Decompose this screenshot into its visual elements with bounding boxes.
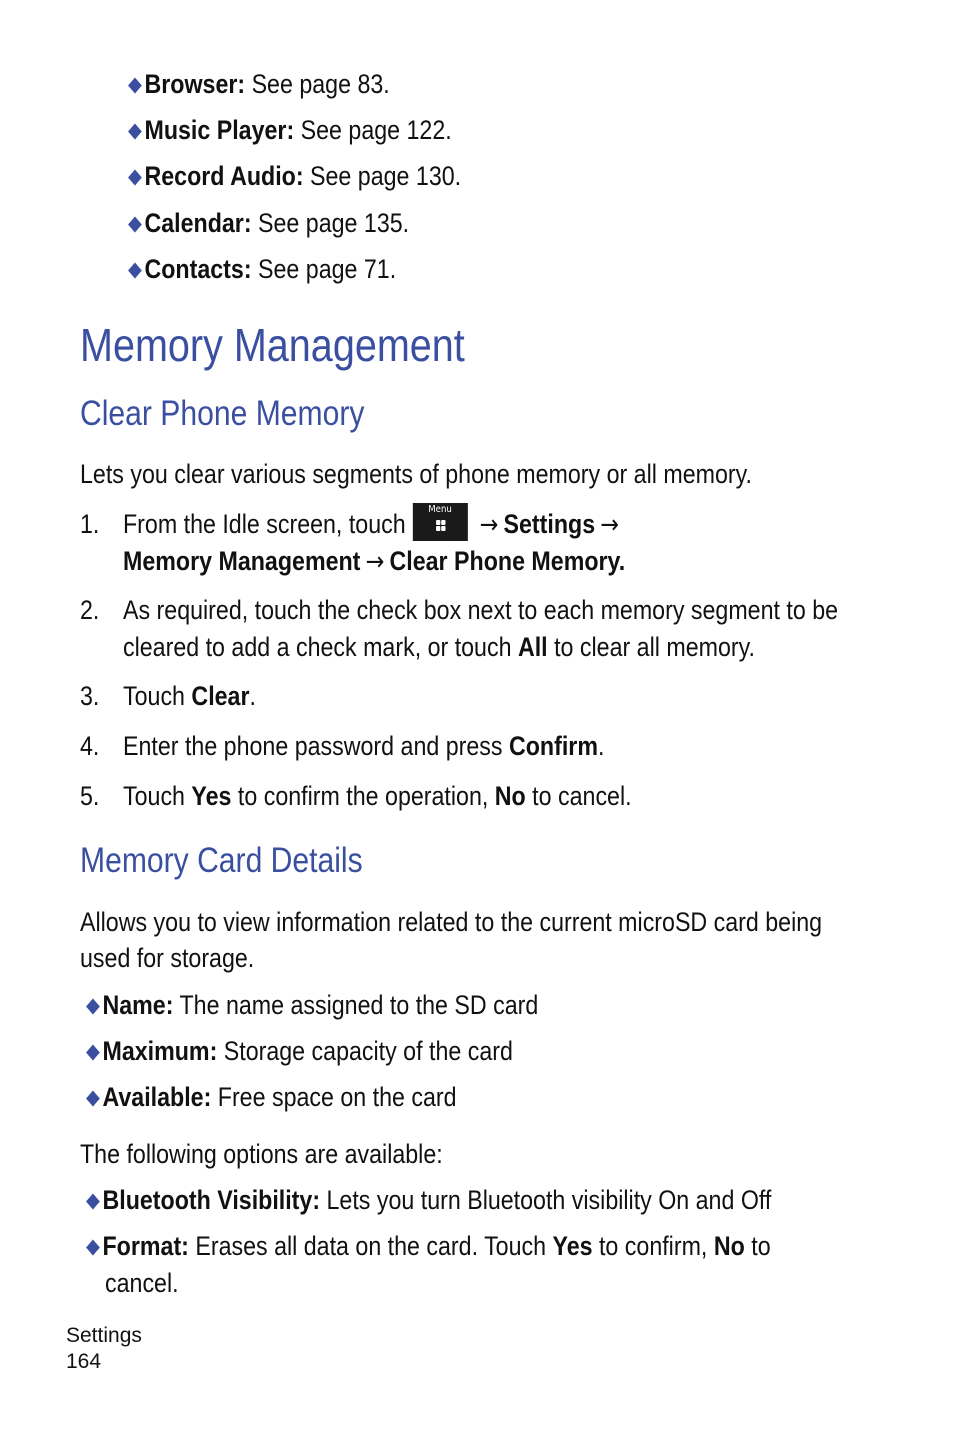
bullet-maximum: ◆Maximum: Storage capacity of the card	[86, 1036, 513, 1066]
settings-label: Settings	[503, 509, 596, 539]
bullet-browser	[128, 66, 432, 105]
bullet-label: Music Player:	[144, 115, 295, 145]
card-intro-line-1: Allows you to view information related to the current microSD card being	[80, 907, 823, 937]
memory-card-details-heading: Memory Card Details	[80, 841, 363, 880]
bullet-label: Record Audio:	[144, 161, 304, 191]
diamond-bullet-icon: ◆	[128, 119, 142, 142]
bullet-text: See page 71.	[251, 254, 397, 284]
bullet-label: Browser:	[144, 69, 246, 99]
option-bluetooth-visibility: ◆Bluetooth Visibility: Lets you turn Bluetooth visibility On and Off	[86, 1185, 772, 1215]
step-3: Touch Clear.	[123, 681, 256, 711]
diamond-bullet-icon: ◆	[128, 258, 142, 281]
bullet-calendar	[128, 205, 455, 244]
diamond-bullet-icon: ◆	[86, 1086, 100, 1109]
bullet-name: ◆Name: The name assigned to the SD card	[86, 990, 539, 1020]
step-number: 5.	[80, 781, 100, 811]
step-number: 4.	[80, 731, 100, 761]
menu-grid-icon: Menu	[413, 503, 468, 541]
step-2-line-2: cleared to add a check mark, or touch All to clear all memory.	[123, 632, 755, 662]
bullet-text: See page 83.	[245, 69, 390, 99]
bullet-text: See page 122.	[294, 115, 452, 145]
options-intro: The following options are available:	[80, 1139, 443, 1169]
step-number: 2.	[80, 595, 100, 625]
diamond-bullet-icon: ◆	[86, 1040, 100, 1063]
step-number: 1.	[80, 509, 100, 539]
bullet-contacts	[128, 251, 440, 290]
bullet-text: See page 135.	[251, 208, 410, 238]
arrow-right-icon: →	[365, 547, 385, 577]
step-4: Enter the phone password and press Confirm.	[123, 731, 605, 761]
step-1-line-2: Memory Management → Clear Phone Memory.	[123, 546, 626, 577]
page-number: 164	[66, 1350, 102, 1373]
bullet-label: Calendar:	[144, 208, 252, 238]
card-intro-line-2: used for storage.	[80, 943, 255, 973]
step-1-line-1: From the Idle screen, touch Menu → Settings →	[123, 503, 620, 540]
section-title: Memory Management	[80, 319, 465, 371]
diamond-bullet-icon: ◆	[128, 165, 142, 188]
step-2-line-1: As required, touch the check box next to each memory segment to be	[123, 595, 839, 625]
option-format-line-2: cancel.	[105, 1268, 179, 1298]
diamond-bullet-icon: ◆	[128, 212, 142, 235]
arrow-right-icon: →	[479, 510, 499, 540]
step-5: Touch Yes to confirm the operation, No to cancel.	[123, 781, 632, 811]
footer-section: Settings	[66, 1324, 142, 1347]
bullet-label: Contacts:	[144, 254, 252, 284]
clear-phone-memory-heading: Clear Phone Memory	[80, 394, 365, 433]
clear-intro: Lets you clear various segments of phone memory or all memory.	[80, 459, 752, 489]
diamond-bullet-icon: ◆	[86, 1189, 100, 1212]
diamond-bullet-icon: ◆	[86, 1235, 100, 1258]
diamond-bullet-icon: ◆	[86, 994, 100, 1017]
option-format-line-1: ◆Format: Erases all data on the card. Touch Yes to confirm, No to	[86, 1231, 771, 1261]
bullet-music-player	[128, 112, 504, 151]
step-number: 3.	[80, 681, 100, 711]
bullet-text: See page 130.	[303, 161, 462, 191]
arrow-right-icon: →	[600, 510, 620, 540]
diamond-bullet-icon: ◆	[128, 73, 142, 96]
bullet-available: ◆Available: Free space on the card	[86, 1082, 457, 1112]
bullet-record-audio	[128, 158, 515, 197]
